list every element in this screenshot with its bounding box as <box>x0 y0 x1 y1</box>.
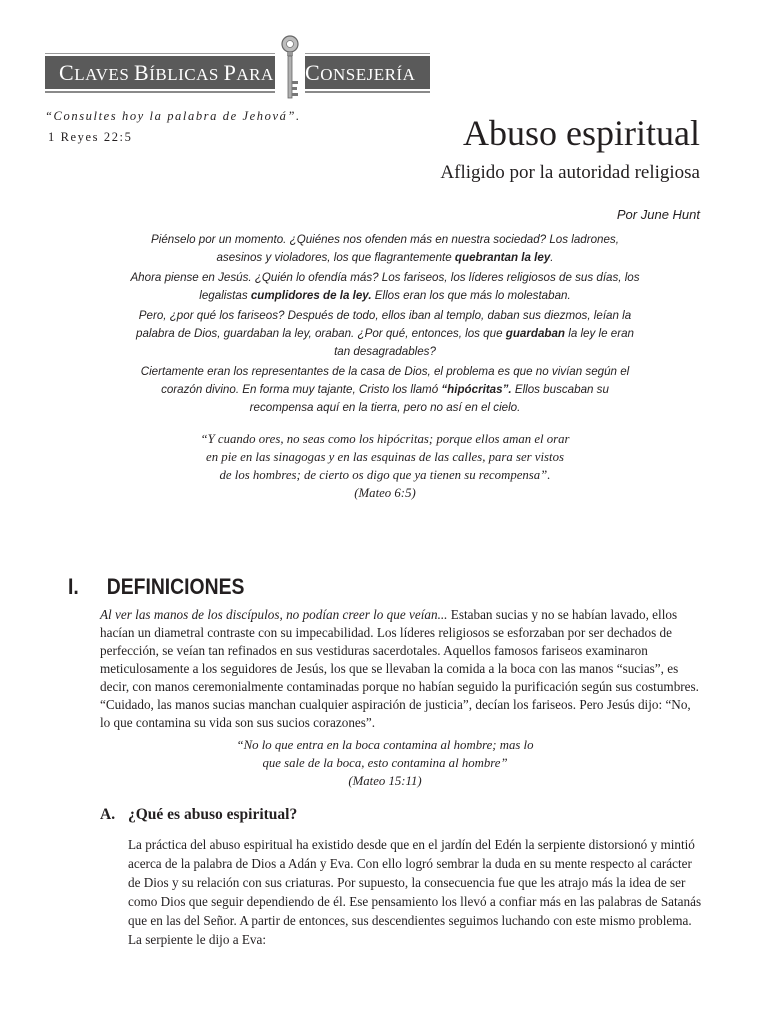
scripture-line: “Y cuando ores, no seas como los hipócritas; porque ellos aman el orar <box>200 432 570 446</box>
epigraph-reference: 1 Reyes 22:5 <box>48 130 133 144</box>
section-heading: I. DEFINICIONES <box>68 574 245 599</box>
scripture-line: que sale de la boca, esto contamina al hombre” <box>262 756 508 770</box>
intro-paragraph: Piénselo por un momento. ¿Quiénes nos ofenden más en nuestra sociedad? Los ladrones, asesinos y violadores, los que flagrantemente quebrantan la ley. <box>151 233 619 264</box>
intro-block <box>130 231 640 419</box>
author-byline: Por June Hunt <box>616 207 700 222</box>
scripture-quote <box>200 736 570 790</box>
subsection-heading: A. ¿Qué es abuso espiritual? <box>100 806 298 823</box>
scripture-reference: (Mateo 6:5) <box>354 486 416 500</box>
intro-paragraph: Ciertamente eran los representantes de la casa de Dios, el problema es que no vivían según el corazón divino. En forma muy tajante, Cristo los llamó “hipócritas”. Ellos buscaban su recompensa aquí en la tierra, pero no así en el cielo. <box>140 365 630 414</box>
page-title: Abuso espiritual <box>463 113 700 153</box>
subsection-body: La práctica del abuso espiritual ha existido desde que en el jardín del Edén la serpiente distorsionó y mintió acerca de la palabra de Dios a Adán y Eva. Con ello logró sembrar la duda en su mente respecto al carácter de Dios y su relación con sus criaturas. Por supuesto, la consecuencia fue que les atrajo más la idea de ser como Dios que seguir dependiendo de él. Ese pensamiento los llevó a confiar más en las palabras de Satanás que en las del Señor. A partir de entonces, sus descendientes seguimos luchando con este mismo problema. La serpiente le dijo a Eva: <box>128 837 702 947</box>
series-banner <box>45 35 430 99</box>
banner-rule-bottom <box>45 91 430 93</box>
page-subtitle: Afligido por la autoridad religiosa <box>440 162 700 183</box>
scripture-line: “No lo que entra en la boca contamina al hombre; mas lo <box>236 738 534 752</box>
scripture-reference: (Mateo 15:11) <box>348 774 422 788</box>
scripture-line: de los hombres; de cierto os digo que ya tienen su recompensa”. <box>219 468 551 482</box>
section-body: Al ver las manos de los discípulos, no podían creer lo que veían... Estaban sucias y no se habían lavado, ellos hacían un diametral contraste con su impecabilidad. Los líderes religiosos se esforzaban por ser dechados de perfección, se veían tan refinados en sus vestiduras sacerdotales. Aquellos famosos fariseos examinaron meticulosamente a los seguidores de Jesús, los que se llevaban la comida a la boca con las manos “sucias”, es decir, con manos ceremonialmente contaminadas porque no habían seguido la purificación según sus costumbres. “Cuidado, las manos sucias manchan cualquier aspiración de justicia”, decían los fariseos. Pero Jesús dijo: “No, lo que contamina su vida son sus sucios corazones”. <box>100 607 699 730</box>
intro-paragraph: Ahora piense en Jesús. ¿Quién lo ofendía más? Los fariseos, los líderes religiosos de sus días, los legalistas cumplidores de la ley. Ellos eran los que más lo molestaban. <box>130 271 640 302</box>
epigraph-quote: “Consultes hoy la palabra de Jehová”. <box>45 109 301 123</box>
key-icon <box>275 35 305 105</box>
scripture-line: en pie en las sinagogas y en las esquinas de las calles, para ser vistos <box>206 450 564 464</box>
intro-paragraph: Pero, ¿por qué los fariseos? Después de todo, ellos iban al templo, daban sus diezmos, leían la palabra de Dios, guardaban la ley, oraban. ¿Por qué, entonces, los que guardaban la ley le eran tan desagradables? <box>136 309 634 358</box>
banner-rule-top <box>45 53 430 54</box>
series-name-right: CONSEJERÍA <box>305 60 416 85</box>
scripture-quote <box>160 430 610 502</box>
series-name-left: CLAVES BÍBLICAS PARA <box>59 60 274 85</box>
